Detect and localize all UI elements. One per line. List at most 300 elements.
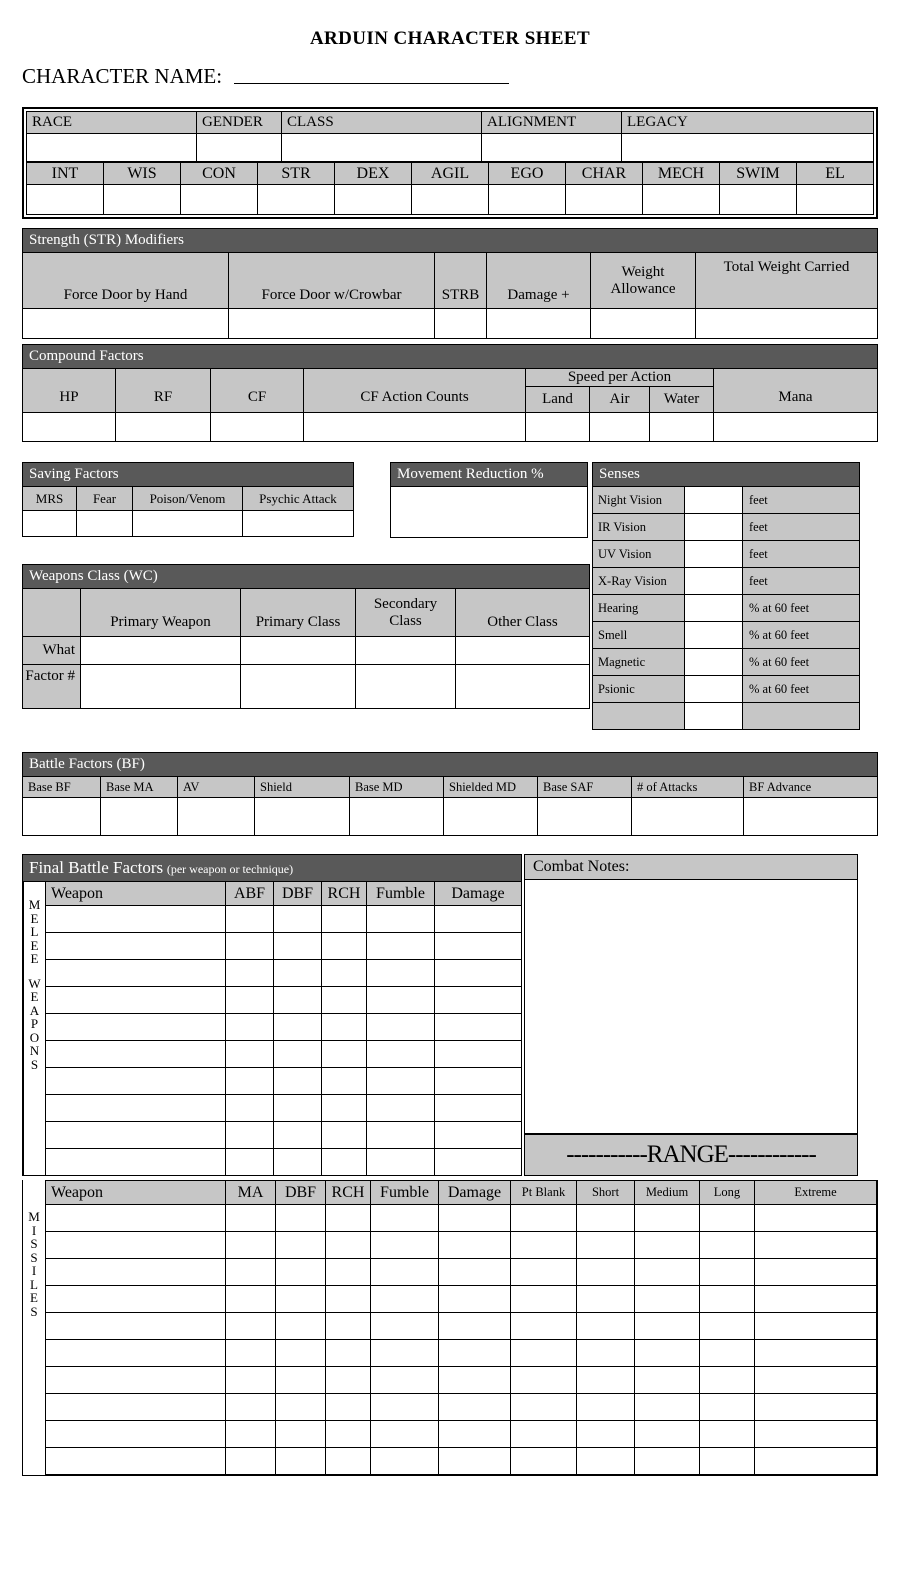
base-saf-input[interactable] [538,798,632,836]
sense-input-smell[interactable] [685,622,743,649]
melee-weapon-input[interactable] [46,987,226,1014]
strength-modifiers-section [22,228,878,339]
melee-abf-input[interactable] [226,1041,274,1068]
table-row [46,1259,877,1286]
missile-rch-input[interactable] [326,1421,371,1448]
sense-unit-night-vision: feet [743,487,860,514]
missile-pt-blank-input[interactable] [511,1421,577,1448]
sense-input-hearing[interactable] [685,595,743,622]
missile-extreme-input[interactable] [755,1232,877,1259]
attr-input-dex[interactable] [335,185,412,215]
missile-header-fumble: Fumble [371,1181,439,1205]
missile-ma-input[interactable] [226,1340,276,1367]
compound-factors-section [22,344,878,442]
base-ma-input[interactable] [101,798,178,836]
missile-rch-input[interactable] [326,1259,371,1286]
missile-damage-input[interactable] [439,1340,511,1367]
melee-abf-input[interactable] [226,1095,274,1122]
melee-damage-input[interactable] [435,1095,522,1122]
missile-ma-input[interactable] [226,1205,276,1232]
missile-extreme-input[interactable] [755,1394,877,1421]
missile-medium-input[interactable] [635,1286,700,1313]
missile-fumble-input[interactable] [371,1340,439,1367]
identity-value-row [27,134,874,162]
missile-fumble-input[interactable] [371,1421,439,1448]
strength-value-row [23,309,878,339]
missile-extreme-input[interactable] [755,1286,877,1313]
missile-header-ma: MA [226,1181,276,1205]
missile-weapon-input[interactable] [46,1286,226,1313]
sense-label-magnetic: Magnetic [593,649,685,676]
alignment-input[interactable] [482,134,622,162]
melee-damage-input[interactable] [435,1014,522,1041]
missile-ma-input[interactable] [226,1232,276,1259]
melee-header-row [46,882,522,906]
character-name-input[interactable] [234,83,509,84]
sense-unit-ir-vision: feet [743,514,860,541]
weight-allowance-input[interactable] [591,309,696,339]
melee-abf-input[interactable] [226,1014,274,1041]
missile-long-input[interactable] [700,1205,755,1232]
missile-short-input[interactable] [577,1313,635,1340]
missile-short-input[interactable] [577,1340,635,1367]
missile-long-input[interactable] [700,1286,755,1313]
poison-venom-input[interactable] [133,511,243,537]
missile-pt-blank-input[interactable] [511,1232,577,1259]
missile-medium-input[interactable] [635,1232,700,1259]
melee-weapon-input[interactable] [46,1122,226,1149]
missile-medium-input[interactable] [635,1367,700,1394]
melee-dbf-input[interactable] [274,1014,322,1041]
attr-input-wis[interactable] [104,185,181,215]
melee-damage-input[interactable] [435,1041,522,1068]
missile-short-input[interactable] [577,1259,635,1286]
saving-senses-region [22,462,878,730]
missile-fumble-input[interactable] [371,1313,439,1340]
melee-weapon-input[interactable] [46,1014,226,1041]
missile-damage-input[interactable] [439,1232,511,1259]
wc-factor-other-class-input[interactable] [456,665,590,709]
missile-short-input[interactable] [577,1286,635,1313]
missile-medium-input[interactable] [635,1205,700,1232]
missile-short-input[interactable] [577,1205,635,1232]
table-row [46,1068,522,1095]
missile-pt-blank-input[interactable] [511,1259,577,1286]
sense-unit-psionic: % at 60 feet [743,676,860,703]
strb-input[interactable] [435,309,487,339]
melee-header-damage: Damage [435,882,522,906]
melee-dbf-input[interactable] [274,933,322,960]
melee-side-label: M E L E E W E A P O N S [23,881,45,1176]
melee-dbf-input[interactable] [274,1122,322,1149]
movement-reduction-section [390,462,588,538]
missile-ma-input[interactable] [226,1367,276,1394]
battle-factors-section [22,752,878,836]
speed-air-input[interactable] [590,413,650,442]
missile-rch-input[interactable] [326,1367,371,1394]
speed-per-action-group-header: Speed per Action [526,369,714,387]
missile-long-input[interactable] [700,1448,755,1475]
character-name-row [22,64,900,89]
melee-rch-input[interactable] [322,987,367,1014]
missile-extreme-input[interactable] [755,1421,877,1448]
final-battle-factors-title [22,854,522,881]
missile-weapon-input[interactable] [46,1421,226,1448]
missile-pt-blank-input[interactable] [511,1313,577,1340]
missile-dbf-input[interactable] [276,1232,326,1259]
missile-weapon-input[interactable] [46,1448,226,1475]
missile-weapon-input[interactable] [46,1367,226,1394]
missile-pt-blank-input[interactable] [511,1340,577,1367]
gender-input[interactable] [197,134,282,162]
melee-rch-input[interactable] [322,933,367,960]
sense-unit-uv-vision: feet [743,541,860,568]
wc-header-secondary-class: Secondary Class [356,589,456,637]
identity-header-class: CLASS [282,112,482,134]
melee-damage-input[interactable] [435,933,522,960]
missile-dbf-input[interactable] [276,1259,326,1286]
speed-water-input[interactable] [650,413,714,442]
missile-fumble-input[interactable] [371,1286,439,1313]
race-input[interactable] [27,134,197,162]
rf-input[interactable] [116,413,211,442]
missile-header-weapon: Weapon [46,1181,226,1205]
missile-damage-input[interactable] [439,1259,511,1286]
hp-input[interactable] [23,413,116,442]
table-row [46,1286,877,1313]
missile-dbf-input[interactable] [276,1421,326,1448]
missile-header-medium: Medium [635,1181,700,1205]
sense-row-uv-vision [593,541,860,568]
sense-input-psionic[interactable] [685,676,743,703]
missile-short-input[interactable] [577,1394,635,1421]
av-input[interactable] [178,798,255,836]
page-title: ARDUIN CHARACTER SHEET [309,28,591,49]
missile-rch-input[interactable] [326,1232,371,1259]
missile-weapon-input[interactable] [46,1394,226,1421]
total-weight-carried-input[interactable] [696,309,878,339]
melee-fumble-input[interactable] [367,1014,435,1041]
missile-fumble-input[interactable] [371,1259,439,1286]
weapons-class-factor-row [23,665,590,709]
weapons-class-what-row [23,637,590,665]
missile-rch-input[interactable] [326,1286,371,1313]
wc-factor-primary-weapon-input[interactable] [81,665,241,709]
melee-rch-input[interactable] [322,906,367,933]
melee-dbf-input[interactable] [274,1041,322,1068]
wc-what-secondary-class-input[interactable] [356,637,456,665]
melee-rch-input[interactable] [322,1068,367,1095]
bf-header-bf-advance: BF Advance [744,777,878,798]
identity-header-gender: GENDER [197,112,282,134]
shielded-md-input[interactable] [444,798,538,836]
melee-fumble-input[interactable] [367,960,435,987]
attr-input-mech[interactable] [643,185,720,215]
missile-rch-input[interactable] [326,1340,371,1367]
missile-dbf-input[interactable] [276,1286,326,1313]
attr-header-str: STR [258,163,335,185]
missile-medium-input[interactable] [635,1313,700,1340]
table-row [46,1313,877,1340]
attr-header-mech: MECH [643,163,720,185]
missile-damage-input[interactable] [439,1421,511,1448]
missile-long-input[interactable] [700,1340,755,1367]
melee-abf-input[interactable] [226,906,274,933]
melee-abf-input[interactable] [226,987,274,1014]
missile-damage-input[interactable] [439,1313,511,1340]
missile-fumble-input[interactable] [371,1367,439,1394]
melee-weapon-input[interactable] [46,1041,226,1068]
melee-damage-input[interactable] [435,960,522,987]
melee-weapon-input[interactable] [46,1149,226,1176]
compound-header-rf: RF [116,369,211,413]
missile-pt-blank-input[interactable] [511,1286,577,1313]
force-door-crowbar-input[interactable] [229,309,435,339]
melee-abf-input[interactable] [226,960,274,987]
missile-ma-input[interactable] [226,1286,276,1313]
melee-damage-input[interactable] [435,987,522,1014]
melee-rch-input[interactable] [322,1095,367,1122]
missile-fumble-input[interactable] [371,1448,439,1475]
missile-header-damage: Damage [439,1181,511,1205]
missile-extreme-input[interactable] [755,1367,877,1394]
missile-dbf-input[interactable] [276,1394,326,1421]
missile-header-rch: RCH [326,1181,371,1205]
weapons-class-header-row [23,589,590,637]
missile-weapon-input[interactable] [46,1340,226,1367]
strength-header-strb: STRB [435,253,487,309]
missile-pt-blank-input[interactable] [511,1394,577,1421]
wc-what-primary-weapon-input[interactable] [81,637,241,665]
missile-dbf-input[interactable] [276,1313,326,1340]
melee-weapon-input[interactable] [46,960,226,987]
mrs-input[interactable] [23,511,77,537]
missile-extreme-input[interactable] [755,1340,877,1367]
melee-abf-input[interactable] [226,1149,274,1176]
melee-header-abf: ABF [226,882,274,906]
melee-damage-input[interactable] [435,906,522,933]
missile-long-input[interactable] [700,1394,755,1421]
weapons-class-table [22,588,590,709]
wc-what-primary-class-input[interactable] [241,637,356,665]
missile-ma-input[interactable] [226,1313,276,1340]
missile-dbf-input[interactable] [276,1367,326,1394]
melee-abf-input[interactable] [226,1068,274,1095]
base-md-input[interactable] [350,798,444,836]
attr-header-el: EL [797,163,874,185]
sense-input-uv-vision[interactable] [685,541,743,568]
sense-input-night-vision[interactable] [685,487,743,514]
missile-rch-input[interactable] [326,1394,371,1421]
missile-long-input[interactable] [700,1367,755,1394]
shield-input[interactable] [255,798,350,836]
melee-fumble-input[interactable] [367,987,435,1014]
senses-filler-right [743,703,860,730]
missile-short-input[interactable] [577,1367,635,1394]
melee-dbf-input[interactable] [274,1149,322,1176]
melee-rch-input[interactable] [322,1122,367,1149]
attr-input-swim[interactable] [720,185,797,215]
missile-ma-input[interactable] [226,1421,276,1448]
movement-reduction-input[interactable] [390,486,588,538]
missiles-side-label: M I S S I L E S [28,1209,40,1319]
saving-movement-column [22,462,590,730]
missile-damage-input[interactable] [439,1394,511,1421]
missile-medium-input[interactable] [635,1394,700,1421]
melee-weapons-table [45,881,522,1176]
melee-fumble-input[interactable] [367,1041,435,1068]
bf-header-base-md: Base MD [350,777,444,798]
missile-ma-input[interactable] [226,1259,276,1286]
sense-input-xray-vision[interactable] [685,568,743,595]
compound-header-cf-action-counts: CF Action Counts [304,369,526,413]
table-row [46,1041,522,1068]
attr-input-agil[interactable] [412,185,489,215]
sense-row-hearing [593,595,860,622]
attr-input-con[interactable] [181,185,258,215]
missile-long-input[interactable] [700,1259,755,1286]
missile-short-input[interactable] [577,1421,635,1448]
range-band-label: -----------RANGE------------ [524,1134,858,1176]
melee-abf-input[interactable] [226,933,274,960]
weapons-class-section [22,564,590,709]
melee-dbf-input[interactable] [274,987,322,1014]
melee-damage-input[interactable] [435,1068,522,1095]
missile-pt-blank-input[interactable] [511,1448,577,1475]
missile-fumble-input[interactable] [371,1394,439,1421]
missile-weapon-input[interactable] [46,1259,226,1286]
damage-plus-input[interactable] [487,309,591,339]
fear-input[interactable] [77,511,133,537]
wc-factor-secondary-class-input[interactable] [356,665,456,709]
melee-rch-input[interactable] [322,1149,367,1176]
missile-long-input[interactable] [700,1313,755,1340]
melee-fumble-input[interactable] [367,1149,435,1176]
missile-medium-input[interactable] [635,1448,700,1475]
sense-row-night-vision [593,487,860,514]
saving-header-poison: Poison/Venom [133,487,243,511]
missile-dbf-input[interactable] [276,1448,326,1475]
melee-header-weapon: Weapon [46,882,226,906]
bf-advance-input[interactable] [744,798,878,836]
melee-damage-input[interactable] [435,1149,522,1176]
attr-input-char[interactable] [566,185,643,215]
attr-input-int[interactable] [27,185,104,215]
melee-rch-input[interactable] [322,1041,367,1068]
missile-fumble-input[interactable] [371,1205,439,1232]
missile-long-input[interactable] [700,1232,755,1259]
cf-action-counts-input[interactable] [304,413,526,442]
attributes-value-row [27,185,874,215]
compound-value-row [23,413,878,442]
wc-what-other-class-input[interactable] [456,637,590,665]
melee-fumble-input[interactable] [367,1095,435,1122]
missile-long-input[interactable] [700,1421,755,1448]
missile-rch-input[interactable] [326,1313,371,1340]
psychic-attack-input[interactable] [243,511,354,537]
melee-dbf-input[interactable] [274,960,322,987]
strength-modifiers-table [22,252,878,339]
melee-damage-input[interactable] [435,1122,522,1149]
missile-short-input[interactable] [577,1448,635,1475]
sense-input-magnetic[interactable] [685,649,743,676]
melee-rch-input[interactable] [322,1014,367,1041]
melee-dbf-input[interactable] [274,906,322,933]
battle-factors-table [22,776,878,836]
mana-input[interactable] [714,413,878,442]
missile-rch-input[interactable] [326,1448,371,1475]
missile-ma-input[interactable] [226,1448,276,1475]
melee-dbf-input[interactable] [274,1095,322,1122]
missile-pt-blank-input[interactable] [511,1367,577,1394]
missile-header-extreme: Extreme [755,1181,877,1205]
missile-damage-input[interactable] [439,1286,511,1313]
missile-ma-input[interactable] [226,1394,276,1421]
missile-medium-input[interactable] [635,1340,700,1367]
missile-dbf-input[interactable] [276,1340,326,1367]
missile-weapon-input[interactable] [46,1313,226,1340]
combat-notes-input[interactable] [524,880,858,1134]
missile-extreme-input[interactable] [755,1448,877,1475]
attacks-count-input[interactable] [632,798,744,836]
missile-pt-blank-input[interactable] [511,1205,577,1232]
attr-input-ego[interactable] [489,185,566,215]
melee-fumble-input[interactable] [367,1068,435,1095]
final-battle-factors-section [22,854,878,1176]
melee-weapon-input[interactable] [46,933,226,960]
attr-input-str[interactable] [258,185,335,215]
saving-factors-title: Saving Factors [22,462,354,486]
missile-medium-input[interactable] [635,1259,700,1286]
sense-input-ir-vision[interactable] [685,514,743,541]
base-bf-input[interactable] [23,798,101,836]
force-door-hand-input[interactable] [23,309,229,339]
cf-input[interactable] [211,413,304,442]
speed-land-input[interactable] [526,413,590,442]
attr-input-el[interactable] [797,185,874,215]
missile-rch-input[interactable] [326,1205,371,1232]
character-name-label: CHARACTER NAME: [22,64,223,88]
missile-extreme-input[interactable] [755,1259,877,1286]
missile-short-input[interactable] [577,1232,635,1259]
missile-damage-input[interactable] [439,1367,511,1394]
melee-abf-input[interactable] [226,1122,274,1149]
melee-weapon-input[interactable] [46,1068,226,1095]
melee-fumble-input[interactable] [367,906,435,933]
missile-extreme-input[interactable] [755,1205,877,1232]
missile-damage-input[interactable] [439,1205,511,1232]
missile-fumble-input[interactable] [371,1232,439,1259]
missile-weapon-input[interactable] [46,1232,226,1259]
attr-header-swim: SWIM [720,163,797,185]
missile-extreme-input[interactable] [755,1313,877,1340]
missile-damage-input[interactable] [439,1448,511,1475]
melee-fumble-input[interactable] [367,933,435,960]
melee-dbf-input[interactable] [274,1068,322,1095]
melee-fumble-input[interactable] [367,1122,435,1149]
melee-weapon-input[interactable] [46,906,226,933]
legacy-input[interactable] [622,134,874,162]
missile-medium-input[interactable] [635,1421,700,1448]
strength-header-weight-allowance: Weight Allowance [591,253,696,309]
melee-rch-input[interactable] [322,960,367,987]
sense-label-hearing: Hearing [593,595,685,622]
missile-dbf-input[interactable] [276,1205,326,1232]
missile-weapon-input[interactable] [46,1205,226,1232]
wc-factor-primary-class-input[interactable] [241,665,356,709]
class-input[interactable] [282,134,482,162]
melee-weapon-input[interactable] [46,1095,226,1122]
